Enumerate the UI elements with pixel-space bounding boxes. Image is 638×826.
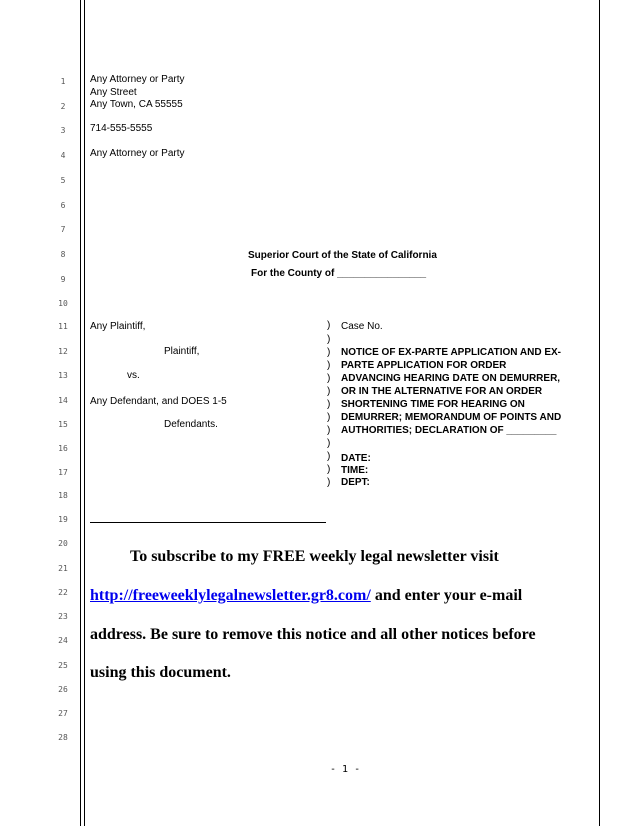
newsletter-link[interactable]: http://freeweeklylegalnewsletter.gr8.com/ xyxy=(90,587,371,604)
line-number: 6 xyxy=(60,201,66,210)
line-number: 20 xyxy=(58,539,68,548)
page-number: - 1 - xyxy=(330,764,361,775)
notice-line-2 xyxy=(90,587,590,605)
notice-line-1: To subscribe to my FREE weekly legal newsletter visit xyxy=(130,548,499,565)
attorney-street: Any Street xyxy=(90,87,137,98)
hearing-dept-label: DEPT: xyxy=(341,477,370,488)
caption-paren: ) xyxy=(327,477,331,488)
caption-paren: ) xyxy=(327,412,331,423)
line-number: 17 xyxy=(58,468,68,477)
plaintiff-name: Any Plaintiff, xyxy=(90,321,146,332)
caption-underline xyxy=(90,522,326,523)
document-title-line: NOTICE OF EX-PARTE APPLICATION AND EX- xyxy=(341,347,562,358)
line-number: 3 xyxy=(60,126,66,135)
line-number: 2 xyxy=(60,102,66,111)
line-number: 4 xyxy=(60,151,66,160)
caption-paren: ) xyxy=(327,425,331,436)
case-number-label: Case No. xyxy=(341,321,383,332)
attorney-for: Any Attorney or Party xyxy=(90,148,185,159)
document-title-line: PARTE APPLICATION FOR ORDER xyxy=(341,360,507,371)
line-number: 21 xyxy=(58,564,68,573)
caption-paren: ) xyxy=(327,373,331,384)
line-number: 28 xyxy=(58,733,68,742)
line-number: 10 xyxy=(58,299,68,308)
line-number: 5 xyxy=(60,176,66,185)
line-number: 18 xyxy=(58,491,68,500)
caption-paren: ) xyxy=(327,334,331,345)
line-number: 7 xyxy=(60,225,66,234)
caption-paren: ) xyxy=(327,464,331,475)
court-name: Superior Court of the State of California xyxy=(248,250,437,261)
right-margin-rule xyxy=(599,0,600,826)
notice-line-3: address. Be sure to remove this notice and all other notices before xyxy=(90,626,536,643)
versus-label: vs. xyxy=(127,370,140,381)
line-number: 14 xyxy=(58,396,68,405)
document-title-line: ADVANCING HEARING DATE ON DEMURRER, xyxy=(341,373,561,384)
plaintiff-role: Plaintiff, xyxy=(164,346,200,357)
line-number: 1 xyxy=(60,77,66,86)
line-number: 9 xyxy=(60,275,66,284)
caption-paren: ) xyxy=(327,347,331,358)
court-county: For the County of ________________ xyxy=(251,268,427,279)
hearing-time-label: TIME: xyxy=(341,465,369,476)
line-number: 19 xyxy=(58,515,68,524)
caption-paren: ) xyxy=(327,399,331,410)
defendant-name: Any Defendant, and DOES 1-5 xyxy=(90,396,227,407)
document-title-line: OR IN THE ALTERNATIVE FOR AN ORDER xyxy=(341,386,543,397)
line-number: 13 xyxy=(58,371,68,380)
document-title-line: AUTHORITIES; DECLARATION OF _________ xyxy=(341,425,557,436)
attorney-phone: 714-555-5555 xyxy=(90,123,153,134)
attorney-city: Any Town, CA 55555 xyxy=(90,99,183,110)
line-number: 16 xyxy=(58,444,68,453)
left-margin-rule-outer xyxy=(80,0,81,826)
line-number: 26 xyxy=(58,685,68,694)
caption-paren: ) xyxy=(327,360,331,371)
line-number: 23 xyxy=(58,612,68,621)
line-number: 8 xyxy=(60,250,66,259)
line-number: 25 xyxy=(58,661,68,670)
attorney-name: Any Attorney or Party xyxy=(90,74,185,85)
line-number: 22 xyxy=(58,588,68,597)
caption-paren: ) xyxy=(327,451,331,462)
line-number: 15 xyxy=(58,420,68,429)
document-title-line: SHORTENING TIME FOR HEARING ON xyxy=(341,399,525,410)
notice-line-2-text: and enter your e-mail xyxy=(370,587,523,604)
line-number: 24 xyxy=(58,636,68,645)
left-margin-rule-inner xyxy=(84,0,85,826)
caption-paren: ) xyxy=(327,438,331,449)
notice-line-4: using this document. xyxy=(90,664,231,681)
line-number: 11 xyxy=(58,322,68,331)
line-number: 27 xyxy=(58,709,68,718)
defendant-role: Defendants. xyxy=(164,419,218,430)
caption-paren: ) xyxy=(327,320,331,331)
hearing-date-label: DATE: xyxy=(341,453,371,464)
caption-paren: ) xyxy=(327,386,331,397)
document-title-line: DEMURRER; MEMORANDUM OF POINTS AND xyxy=(341,412,562,423)
line-number: 12 xyxy=(58,347,68,356)
